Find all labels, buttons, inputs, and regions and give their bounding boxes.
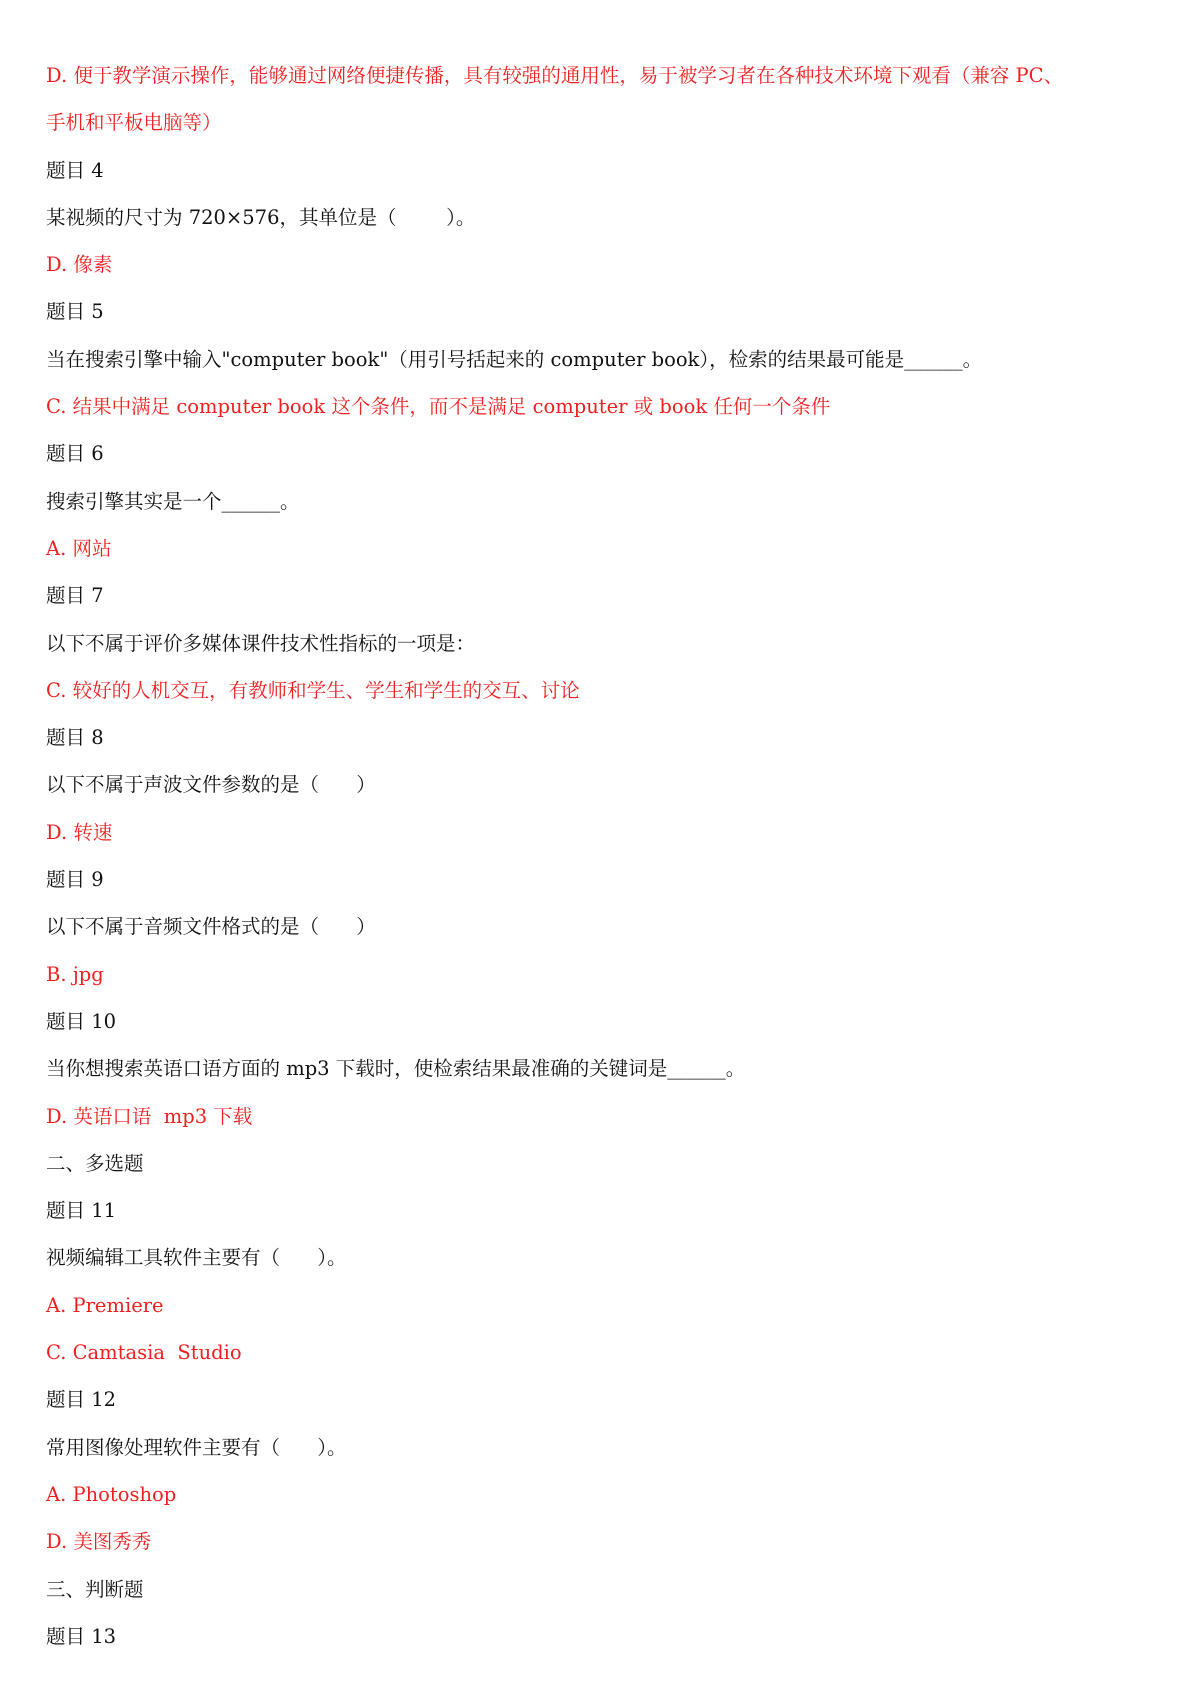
- answer-line: D. 便于教学演示操作，能够通过网络便捷传播，具有较强的通用性，易于被学习者在各种技术环境下观看（兼容 PC、: [46, 64, 1064, 87]
- text-line: 题目 6: [46, 442, 104, 466]
- answer-line: C. 结果中满足 computer book 这个条件，而不是满足 computer 或 book 任何一个条件: [46, 395, 831, 419]
- answer-line: C. 较好的人机交互，有教师和学生、学生和学生的交互、讨论: [46, 678, 580, 702]
- text-line: 题目 7: [46, 584, 104, 608]
- answer-line: D. 英语口语 mp3 下载: [46, 1104, 253, 1128]
- text-line: 某视频的尺寸为 720×576，其单位是（ ）。: [46, 205, 476, 229]
- text-line: 以下不属于声波文件参数的是（ ）: [46, 773, 376, 797]
- text-line: 三、判断题: [46, 1577, 144, 1601]
- text-line: 以下不属于评价多媒体课件技术性指标的一项是：: [46, 631, 476, 655]
- text-line: 题目 10: [46, 1009, 117, 1033]
- text-line: 以下不属于音频文件格式的是（ ）: [46, 915, 376, 939]
- text-line: 视频编辑工具软件主要有（ ）。: [46, 1246, 347, 1270]
- text-line: 常用图像处理软件主要有（ ）。: [46, 1435, 347, 1459]
- text-line: 搜索引擎其实是一个______。: [46, 489, 300, 513]
- answer-line: D. 像素: [46, 253, 113, 277]
- text-line: 二、多选题: [46, 1151, 144, 1175]
- text-line: 题目 12: [46, 1388, 117, 1412]
- text-line: 题目 4: [46, 158, 104, 182]
- text-line: 题目 5: [46, 300, 104, 324]
- answer-line: C. Camtasia Studio: [46, 1341, 242, 1365]
- answer-line: 手机和平板电脑等）: [46, 111, 222, 135]
- text-line: 题目 11: [46, 1199, 117, 1223]
- text-line: 当你想搜索英语口语方面的 mp3 下载时，使检索结果最准确的关键词是______。: [46, 1057, 746, 1081]
- text-line: 题目 8: [46, 726, 104, 750]
- text-line: 题目 13: [46, 1624, 117, 1648]
- text-line: 当在搜索引擎中输入"computer book"（用引号括起来的 computer book），检索的结果最可能是______。: [46, 347, 983, 371]
- answer-line: A. 网站: [46, 536, 112, 560]
- answer-line: A. Photoshop: [46, 1482, 177, 1506]
- document-page: [46, 52, 1156, 1660]
- answer-line: D. 美图秀秀: [46, 1530, 152, 1554]
- answer-line: B. jpg: [46, 962, 104, 986]
- answer-line: D. 转速: [46, 820, 113, 844]
- text-line: 题目 9: [46, 868, 104, 892]
- answer-line: A. Premiere: [46, 1293, 164, 1317]
